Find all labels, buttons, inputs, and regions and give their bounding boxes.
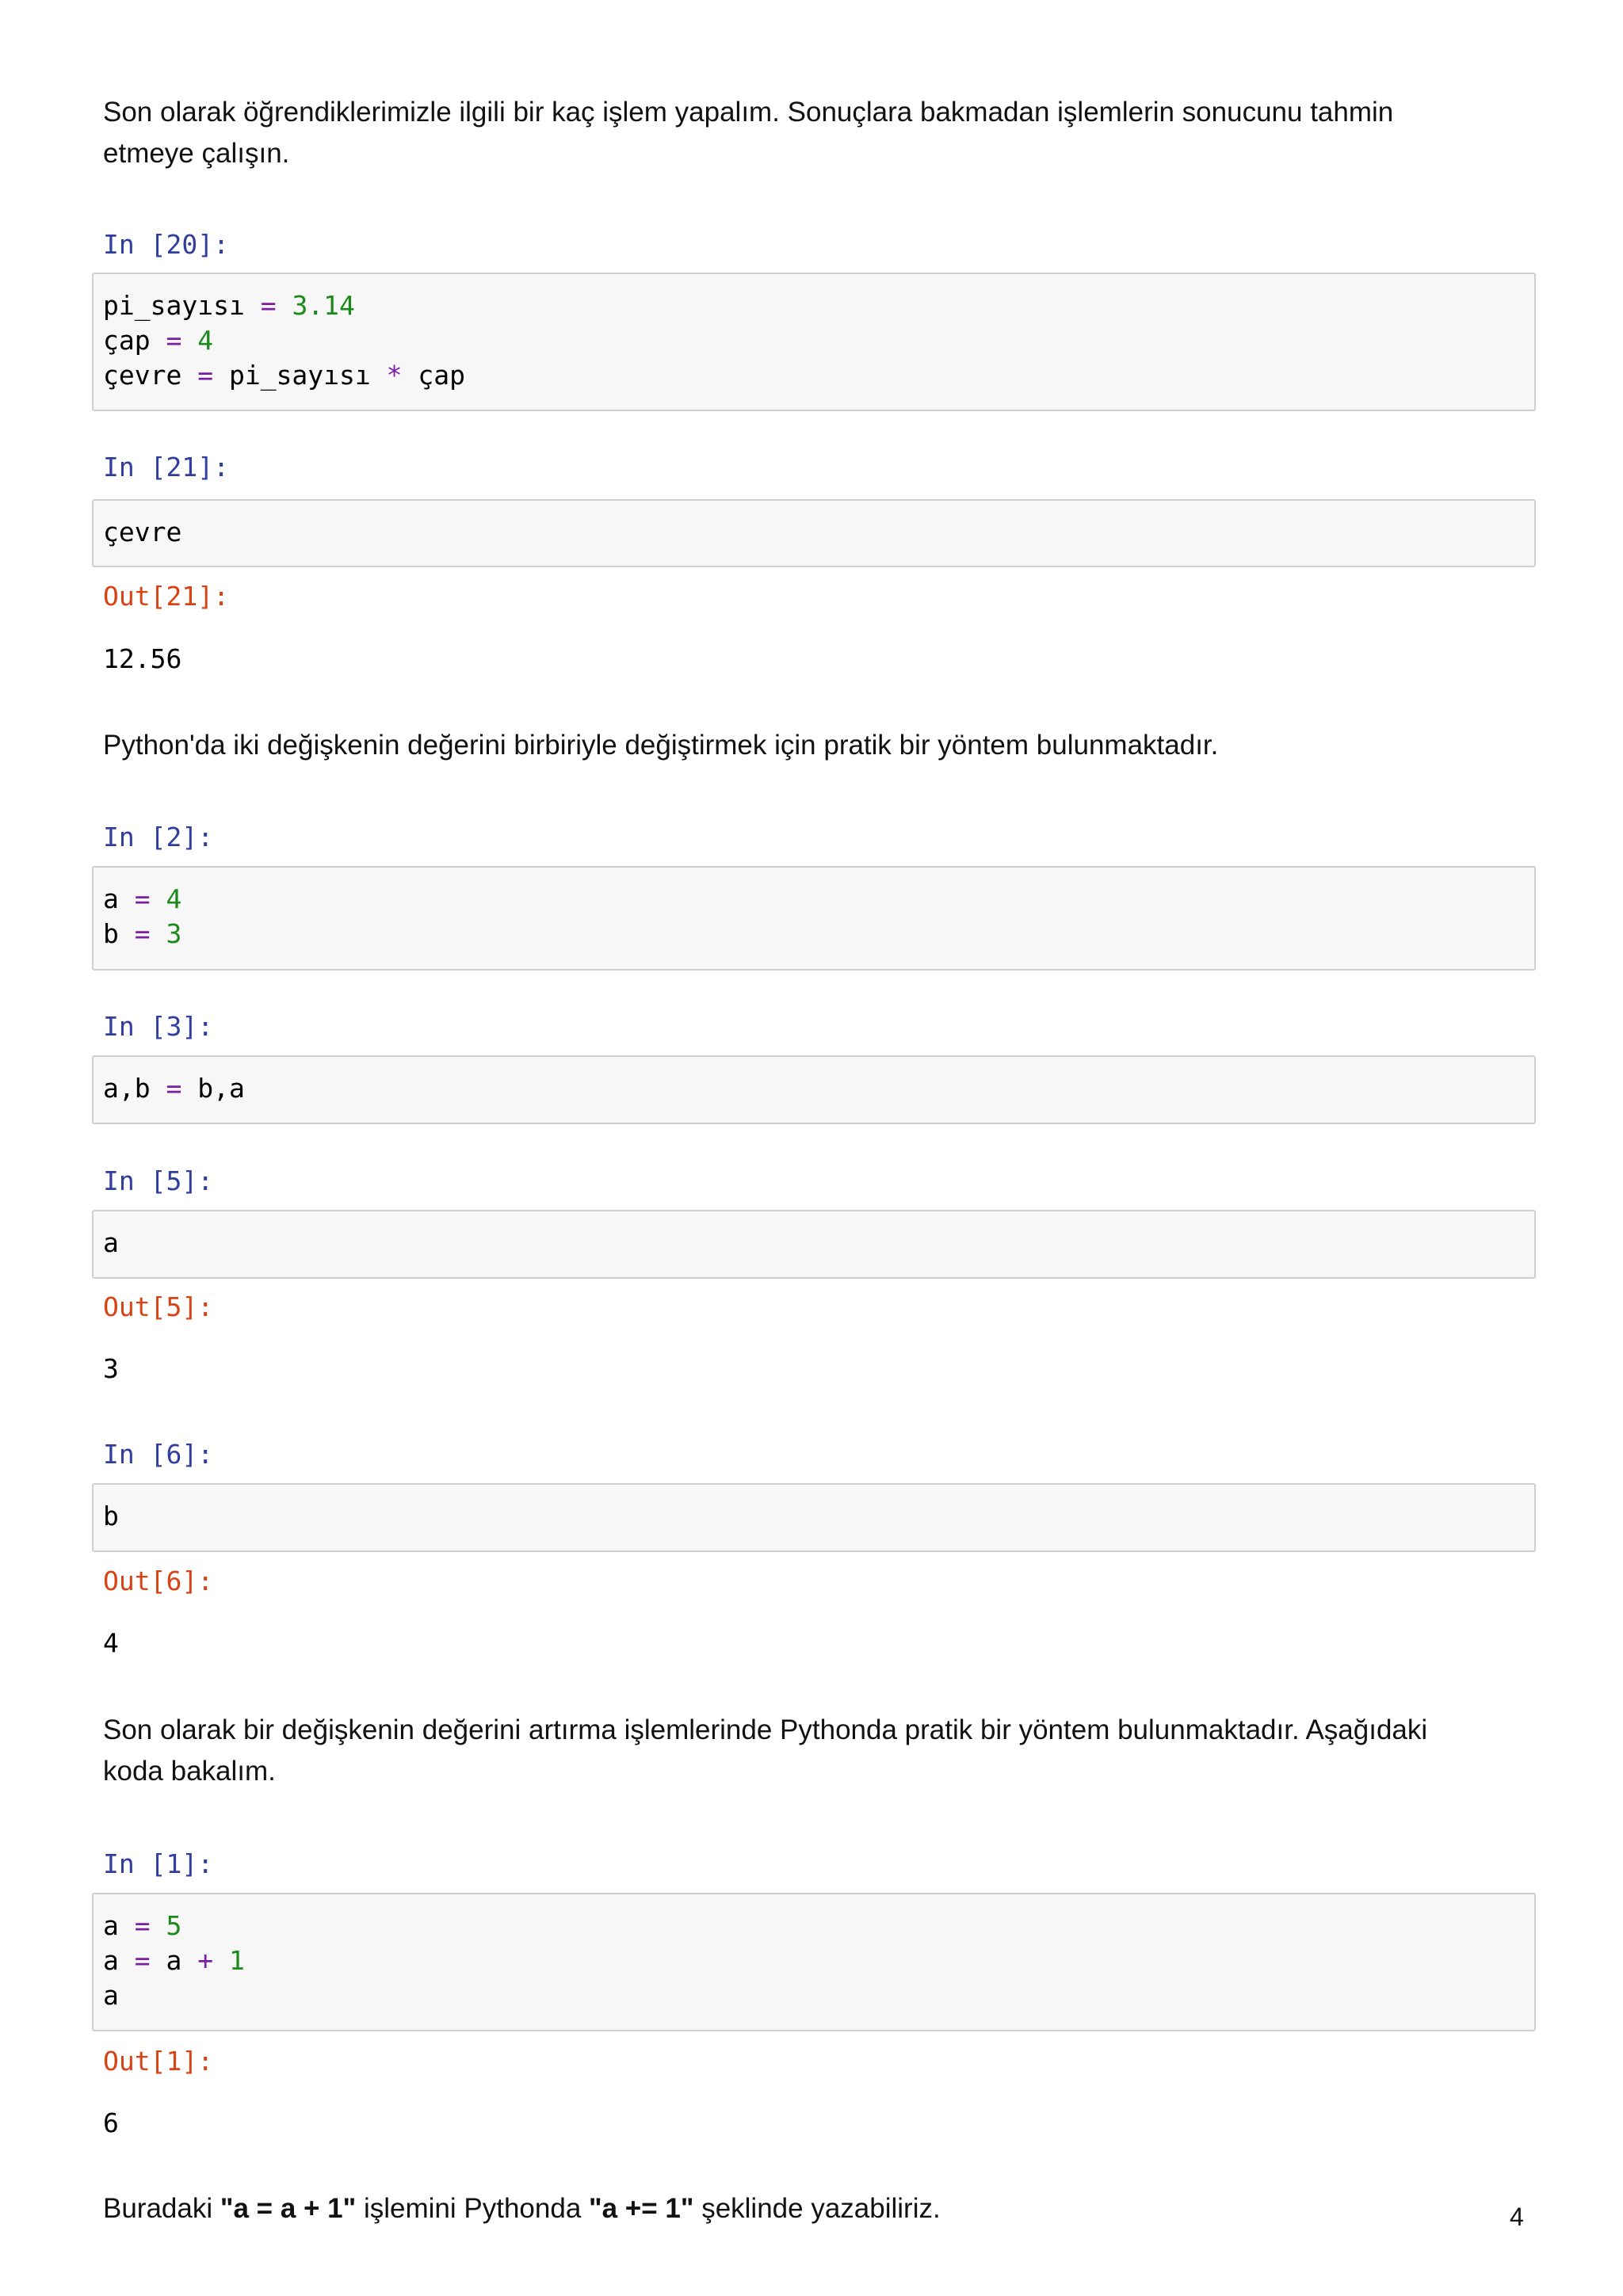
output-prompt: Out[5]: <box>103 1291 214 1322</box>
final-text: Buradaki <box>103 2193 220 2224</box>
code-cell[interactable] <box>92 1210 1536 1279</box>
code-operator: = <box>260 290 277 321</box>
code-number: 4 <box>166 883 182 914</box>
code-cell[interactable] <box>92 499 1536 567</box>
input-prompt: In [3]: <box>103 1011 214 1042</box>
page-number: 4 <box>1510 2203 1524 2231</box>
input-prompt: In [6]: <box>103 1439 214 1470</box>
cell-output: 6 <box>103 2107 119 2138</box>
intro-paragraph-line: etmeye çalışın. <box>103 138 290 169</box>
code-number: 5 <box>166 1910 182 1941</box>
code-operator: = <box>166 1073 182 1104</box>
input-prompt: In [1]: <box>103 1848 214 1879</box>
code-text: çevre <box>103 360 198 391</box>
bold-code-text: "a = a + 1" <box>220 2193 357 2224</box>
code-text: a <box>103 1227 119 1258</box>
code-operator: + <box>197 1945 214 1976</box>
input-prompt: In [20]: <box>103 229 229 260</box>
output-prompt: Out[21]: <box>103 581 229 612</box>
code-cell[interactable] <box>92 1483 1536 1552</box>
code-text: çevre <box>103 517 182 547</box>
code-line <box>103 1909 1525 1943</box>
intro-paragraph <box>103 92 1514 174</box>
code-line <box>103 323 1525 358</box>
cell-output: 12.56 <box>103 643 182 674</box>
code-number: 3.14 <box>292 290 355 321</box>
code-text: a <box>103 883 135 914</box>
code-operator: = <box>134 883 151 914</box>
input-prompt: In [21]: <box>103 452 229 482</box>
code-operator: = <box>134 918 151 949</box>
final-paragraph <box>103 2188 1450 2229</box>
code-text: a <box>103 1980 119 2011</box>
code-text <box>151 883 166 914</box>
code-line <box>103 917 1525 952</box>
code-number: 3 <box>166 918 182 949</box>
code-text: b <box>103 918 135 949</box>
code-operator: = <box>197 360 214 391</box>
code-operator: = <box>134 1945 151 1976</box>
code-operator: = <box>134 1910 151 1941</box>
code-line <box>103 1499 1525 1534</box>
code-number: 1 <box>228 1945 245 1976</box>
increment-paragraph-line: koda bakalım. <box>103 1756 276 1787</box>
code-text <box>213 1945 229 1976</box>
code-number: 4 <box>197 325 214 356</box>
code-text: çap <box>103 325 166 356</box>
code-line <box>103 1071 1525 1106</box>
code-text: pi_sayısı <box>103 290 261 321</box>
code-line <box>103 1943 1525 1978</box>
code-line <box>103 1226 1525 1261</box>
code-text: a <box>150 1945 198 1976</box>
increment-paragraph <box>103 1710 1514 1792</box>
code-text: b,a <box>181 1073 245 1104</box>
code-text <box>151 918 166 949</box>
input-prompt: In [2]: <box>103 822 214 852</box>
code-line <box>103 515 1525 550</box>
code-line <box>103 288 1525 323</box>
code-cell[interactable] <box>92 1055 1536 1124</box>
code-line <box>103 358 1525 393</box>
code-text <box>181 325 197 356</box>
code-text <box>277 290 292 321</box>
cell-output: 4 <box>103 1627 119 1658</box>
output-prompt: Out[6]: <box>103 1566 214 1596</box>
final-text: işlemini Pythonda <box>356 2193 590 2224</box>
code-text: a <box>103 1945 135 1976</box>
output-prompt: Out[1]: <box>103 2046 214 2077</box>
intro-paragraph-line: Son olarak öğrendiklerimizle ilgili bir kaç işlem yapalım. Sonuçlara bakmadan işlemlerin sonucunu tahmin <box>103 97 1394 128</box>
code-cell[interactable] <box>92 1893 1536 2031</box>
code-line <box>103 1978 1525 2013</box>
code-line <box>103 882 1525 917</box>
code-text: a <box>103 1910 135 1941</box>
swap-paragraph: Python'da iki değişkenin değerini birbiriyle değiştirmek için pratik bir yöntem bulunmaktadır. <box>103 730 1219 761</box>
code-text: pi_sayısı <box>213 360 387 391</box>
input-prompt: In [5]: <box>103 1165 214 1196</box>
cell-output: 3 <box>103 1353 119 1384</box>
code-text: a,b <box>103 1073 166 1104</box>
code-operator: * <box>386 360 403 391</box>
code-cell[interactable] <box>92 273 1536 411</box>
code-text: b <box>103 1501 119 1531</box>
code-text <box>151 1910 166 1941</box>
final-text: şeklinde yazabiliriz. <box>693 2193 941 2224</box>
code-text: çap <box>402 360 465 391</box>
code-operator: = <box>166 325 182 356</box>
bold-code-text: "a += 1" <box>589 2193 694 2224</box>
increment-paragraph-line: Son olarak bir değişkenin değerini artırma işlemlerinde Pythonda pratik bir yöntem bulunmaktadır. Aşağıdaki <box>103 1714 1428 1745</box>
code-cell[interactable] <box>92 866 1536 971</box>
